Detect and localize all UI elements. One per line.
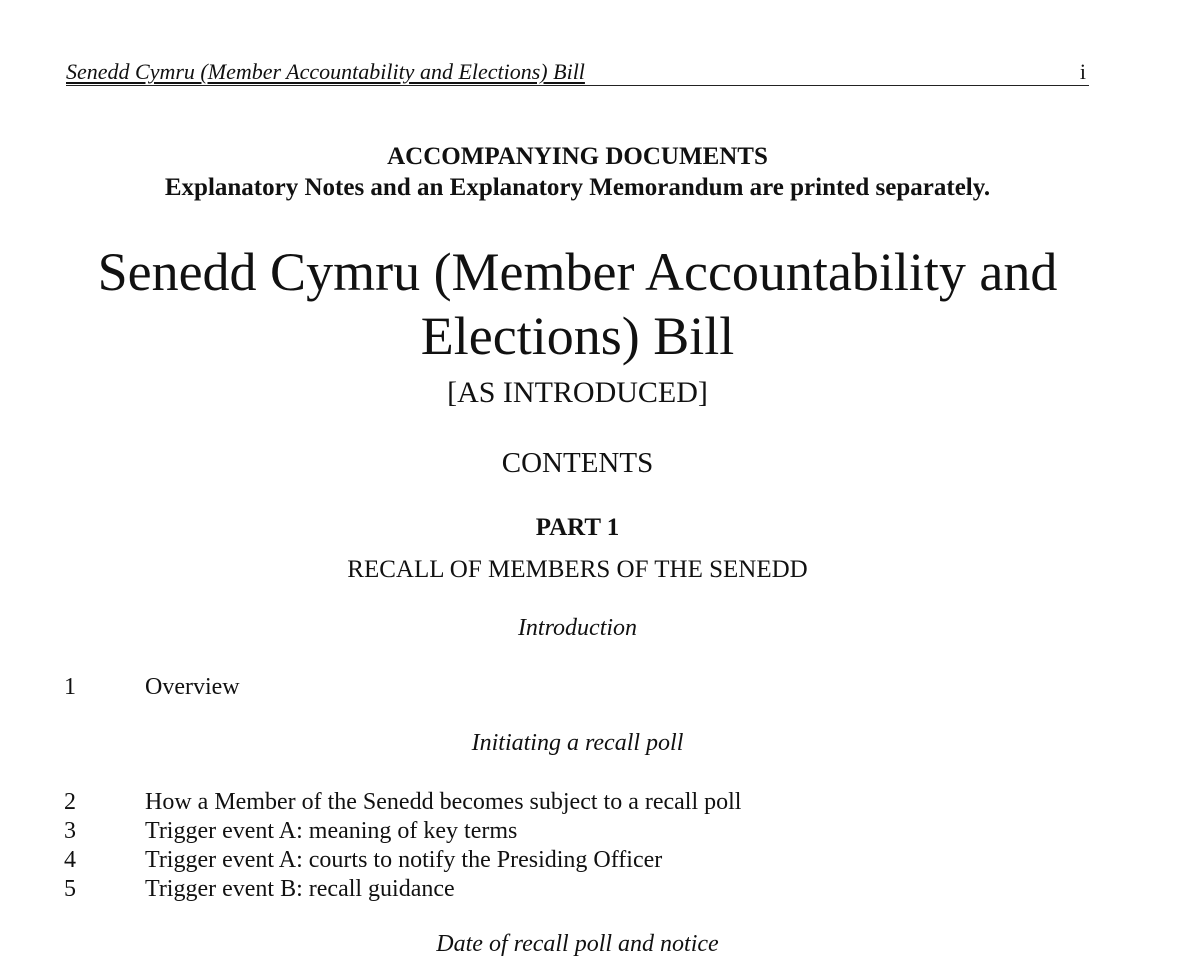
toc-entry-number: 1 (64, 674, 76, 700)
section-heading-introduction: Introduction (517, 615, 638, 641)
toc-entry[interactable] (0, 846, 1200, 875)
running-header-title: Senedd Cymru (Member Accountability and Elections) Bill (66, 59, 585, 84)
part-number: PART 1 (535, 514, 620, 541)
part-title: RECALL OF MEMBERS OF THE SENEDD (347, 556, 808, 583)
bill-status: [AS INTRODUCED] (447, 376, 708, 409)
toc-entry-title[interactable]: How a Member of the Senedd becomes subject to a recall poll (145, 789, 742, 815)
toc-entry[interactable] (0, 673, 1200, 702)
toc-entry-title[interactable]: Trigger event A: meaning of key terms (145, 818, 518, 844)
running-header (66, 58, 1089, 86)
toc-entry-number: 3 (64, 818, 76, 844)
section-heading-initiating-recall-poll: Initiating a recall poll (471, 730, 684, 756)
toc-entry[interactable] (0, 875, 1200, 904)
section-heading-date-of-recall-poll: Date of recall poll and notice (436, 931, 719, 957)
toc-entry[interactable] (0, 817, 1200, 846)
toc-entry-title[interactable]: Trigger event B: recall guidance (145, 876, 455, 902)
accompanying-documents-heading: ACCOMPANYING DOCUMENTS (387, 143, 768, 170)
toc-entry-title[interactable]: Overview (145, 674, 240, 700)
toc-entry-number: 5 (64, 876, 76, 902)
accompanying-documents-note: Explanatory Notes and an Explanatory Memorandum are printed separately. (164, 174, 991, 201)
toc-entry[interactable] (0, 788, 1200, 817)
bill-title: Senedd Cymru (Member Accountability and Elections) Bill (97, 242, 1058, 366)
toc-entry-number: 2 (64, 789, 76, 815)
toc-entry-title[interactable]: Trigger event A: courts to notify the Presiding Officer (145, 847, 663, 873)
toc-entry-number: 4 (64, 847, 76, 873)
contents-heading: CONTENTS (501, 447, 654, 479)
page-number: i (1079, 59, 1086, 84)
